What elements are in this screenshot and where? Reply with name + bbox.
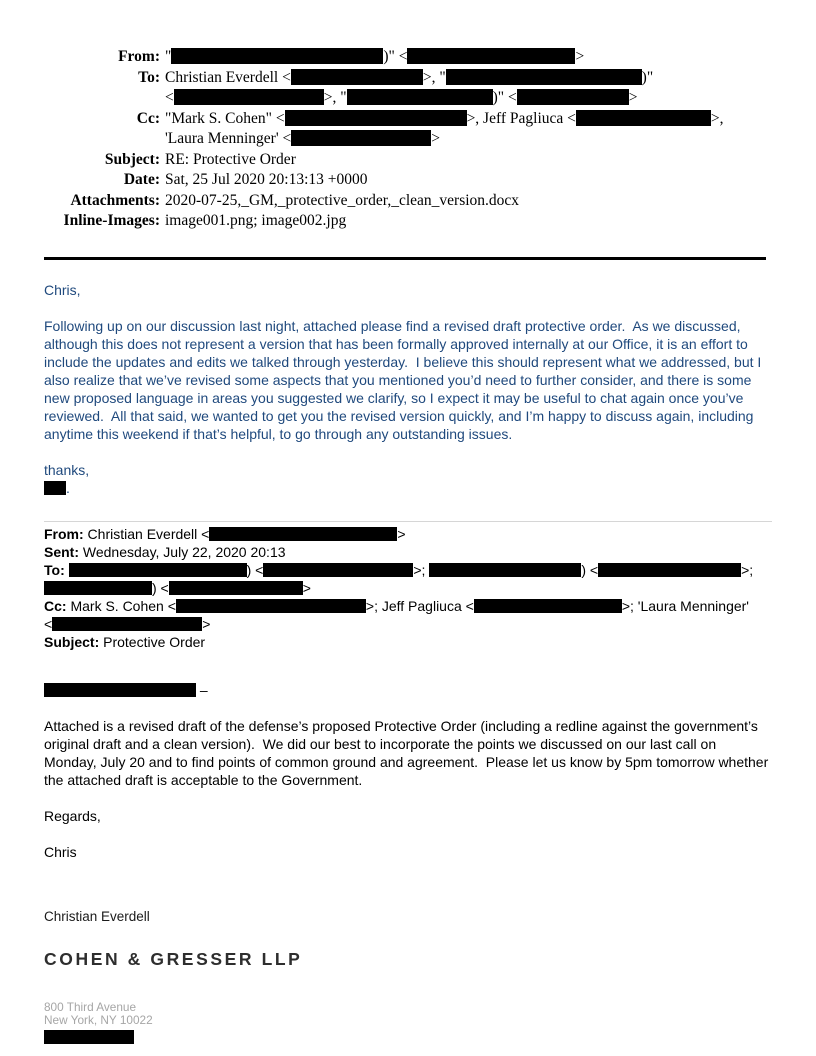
- address-line-1: 800 Third Avenue: [44, 999, 137, 1014]
- redaction-bar: [174, 89, 324, 105]
- quoted-paragraph: Attached is a revised draft of the defense’s proposed Protective Order (including a redline against the government’s original draft and a clean version). We did our best to incorporate the points we discussed on our last call on Monday, July 20 and to find points of common ground and agreement. Please let us know by 5pm tomorrow whether the attached draft is acceptable to the Government.: [44, 717, 773, 788]
- signoff: thanks,: [44, 461, 90, 478]
- header-field-value: [165, 68, 772, 109]
- header-field-value: [165, 150, 772, 171]
- header-value-line: image001.png; image002.jpg: [165, 212, 347, 229]
- quoted-regards: Regards,: [44, 807, 101, 824]
- redaction-bar: [291, 130, 431, 146]
- header-value-line: Sat, 25 Jul 2020 20:13:13 +0000: [165, 171, 368, 188]
- redaction-bar: [44, 1030, 134, 1044]
- redaction-bar: [576, 110, 711, 126]
- quoted-header-line: Cc: Mark S. Cohen < >; Jeff Pagliuca < >; 'Laura Menninger': [44, 597, 749, 614]
- redaction-bar: [44, 481, 66, 495]
- header-field-value: [165, 211, 772, 232]
- header-field-label: Attachments:: [70, 191, 160, 209]
- quoted-header-line: To: ) < >; ) < >;: [44, 561, 754, 578]
- redaction-bar: [347, 89, 493, 105]
- redaction-bar: [169, 581, 303, 595]
- signoff-redacted-name: .: [44, 479, 772, 497]
- header-field-row: [44, 191, 772, 212]
- header-field-value: [165, 109, 772, 150]
- redaction-bar: [44, 581, 152, 595]
- redaction-bar: [598, 563, 741, 577]
- header-field-value: [165, 170, 772, 191]
- quoted-sender-first-name: Chris: [44, 843, 77, 860]
- header-field-label: Date:: [123, 171, 160, 188]
- field-label: To:: [44, 561, 65, 578]
- header-field-row: [44, 109, 772, 150]
- redaction-bar: [171, 48, 383, 64]
- field-label: From:: [44, 525, 84, 542]
- field-label: Cc:: [44, 597, 67, 614]
- redaction-bar: [285, 110, 467, 126]
- header-value-line: "Mark S. Cohen" < >, Jeff Pagliuca < >,: [165, 109, 724, 127]
- header-value-line: Christian Everdell < >, " )": [165, 68, 654, 86]
- header-field-label: Inline-Images:: [63, 212, 160, 229]
- quoted-email-header: [44, 525, 772, 651]
- address-line-2: New York, NY 10022: [44, 1013, 153, 1027]
- quoted-header-line: Subject: Protective Order: [44, 633, 206, 650]
- redaction-bar: [446, 69, 642, 85]
- header-field-row: [44, 211, 772, 232]
- header-field-value: [165, 191, 772, 212]
- header-divider-rule: [44, 257, 766, 260]
- redaction-bar: [52, 617, 202, 631]
- header-value-line: RE: Protective Order: [165, 150, 296, 168]
- header-field-row: [44, 170, 772, 191]
- redaction-bar: [429, 563, 581, 577]
- header-field-row: [44, 47, 772, 68]
- quoted-header-line: Sent: Wednesday, July 22, 2020 20:13: [44, 543, 286, 560]
- quoted-salutation-redacted: –: [44, 681, 772, 699]
- firm-address: [44, 1001, 772, 1028]
- greeting: Chris,: [44, 281, 81, 298]
- redaction-bar: [44, 683, 196, 697]
- header-field-label: Cc:: [136, 109, 160, 127]
- quoted-header-line: < >: [44, 615, 211, 632]
- redaction-bar: [209, 527, 397, 541]
- page-content: [44, 47, 772, 1044]
- field-label: Sent:: [44, 543, 79, 560]
- reply-body: [44, 281, 772, 497]
- signature-name: Christian Everdell: [44, 908, 150, 924]
- header-value-line: " )" < >: [165, 48, 585, 65]
- redaction-bar: [291, 69, 423, 85]
- email-header-block: [44, 47, 772, 232]
- header-field-row: [44, 68, 772, 109]
- header-value-line: < >, " )" < >: [165, 89, 638, 106]
- header-field-label: Subject:: [104, 150, 160, 168]
- header-value-line: 'Laura Menninger' < >: [165, 130, 440, 147]
- redaction-bar: [263, 563, 413, 577]
- header-field-label: From:: [118, 48, 160, 65]
- quoted-email-body: [44, 717, 772, 861]
- redaction-bar: [176, 599, 366, 613]
- quoted-email-divider: [44, 521, 772, 522]
- field-label: Subject:: [44, 633, 100, 650]
- quoted-header-line: From: Christian Everdell < >: [44, 525, 406, 542]
- redaction-bar: [407, 48, 575, 64]
- header-field-row: [44, 150, 772, 171]
- quoted-header-line: ) < >: [44, 579, 772, 597]
- header-value-line: 2020-07-25,_GM,_protective_order,_clean_version.docx: [165, 191, 520, 209]
- redaction-bar: [69, 563, 247, 577]
- reply-paragraph: Following up on our discussion last night, attached please find a revised draft protective order. As we discussed, although this does not represent a version that has been formally approved internally at our Office, it is an effort to include the updates and edits we talked through yesterday. I believe this should represent what we addressed, but I also realize that we’ve revised some aspects that you mentioned you’d need to further consider, and there is some new proposed language in areas you suggested we clarify, so I expect it may be useful to chat again once you’ve reviewed. All that said, we wanted to get you the revised version quickly, and I’m happy to discuss again, including anytime this weekend if that’s helpful, to go through any outstanding issues.: [44, 317, 766, 442]
- header-field-value: [165, 47, 772, 68]
- header-field-label: To:: [138, 68, 160, 86]
- redaction-bar: [474, 599, 622, 613]
- redaction-bar: [517, 89, 629, 105]
- firm-logo-text: COHEN & GRESSER LLP: [44, 948, 303, 969]
